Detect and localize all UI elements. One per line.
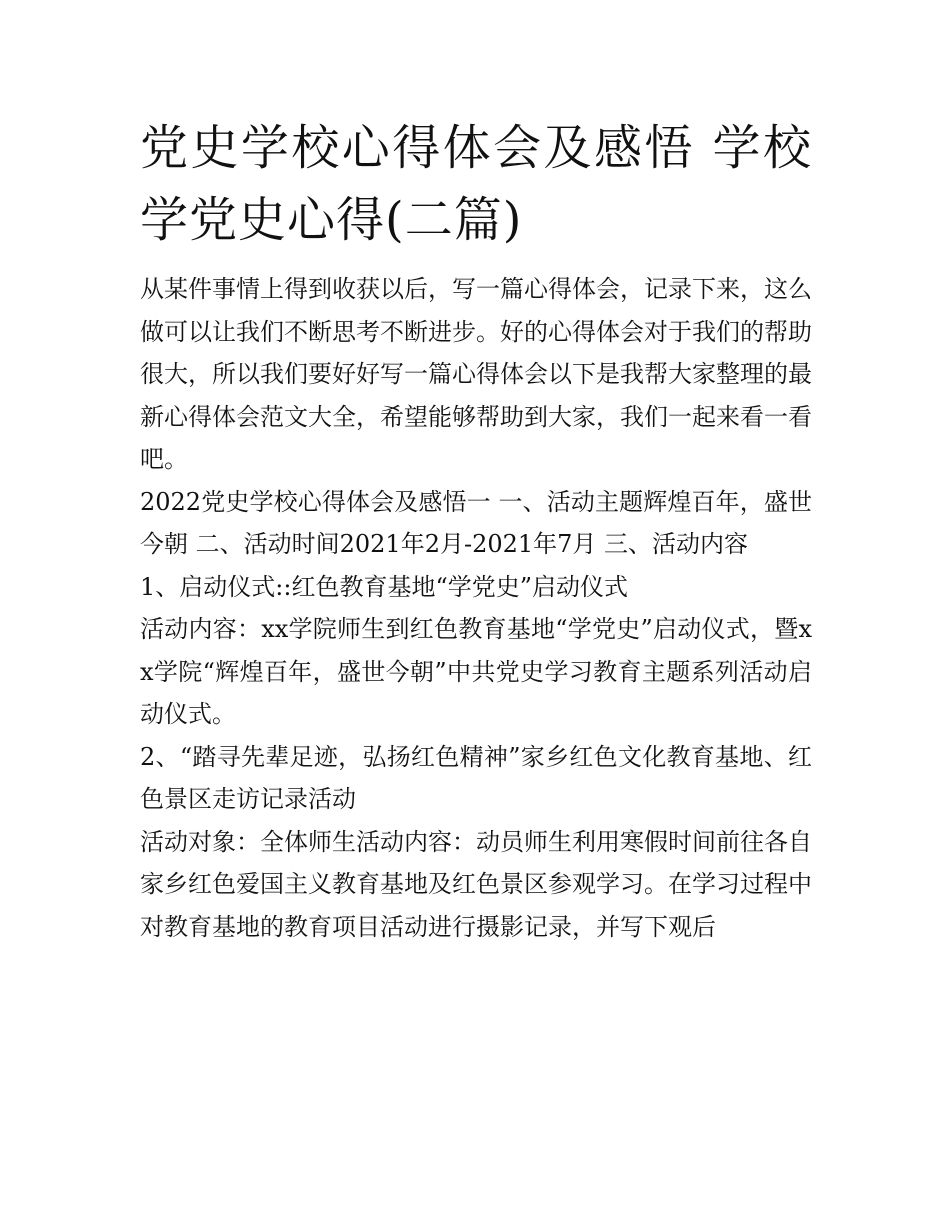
- paragraph-visit-heading: 2、“踏寻先辈足迹，弘扬红色精神”家乡红色文化教育基地、红色景区走访记录活动: [140, 742, 812, 813]
- paragraph-intro: 从某件事情上得到收获以后，写一篇心得体会，记录下来，这么做可以让我们不断思考不断进步。好的心得体会对于我们的帮助很大，所以我们要好好写一篇心得体会以下是我帮大家整理的最新心得体会范文大全，希望能够帮助到大家，我们一起来看一看吧。: [140, 275, 812, 473]
- paragraph-launch-ceremony-heading: 1、启动仪式::红色教育基地“学党史”启动仪式: [140, 572, 628, 601]
- document-title: 党史学校心得体会及感悟 学校学党史心得(二篇): [140, 120, 812, 248]
- document-body: [140, 268, 812, 948]
- document-content: [140, 112, 812, 948]
- paragraph-visit-content: 活动对象：全体师生活动内容：动员师生利用寒假时间前往各自家乡红色爱国主义教育基地及红色景区参观学习。在学习过程中对教育基地的教育项目活动进行摄影记录，并写下观后: [140, 827, 812, 941]
- paragraph-activity-overview: 2022党史学校心得体会及感悟一 一、活动主题辉煌百年，盛世今朝 二、活动时间2021年2月-2021年7月 三、活动内容: [140, 487, 812, 558]
- paragraph-launch-ceremony-content: 活动内容：xx学院师生到红色教育基地“学党史”启动仪式，暨xx学院“辉煌百年，盛世今朝”中共党史学习教育主题系列活动启动仪式。: [140, 615, 812, 728]
